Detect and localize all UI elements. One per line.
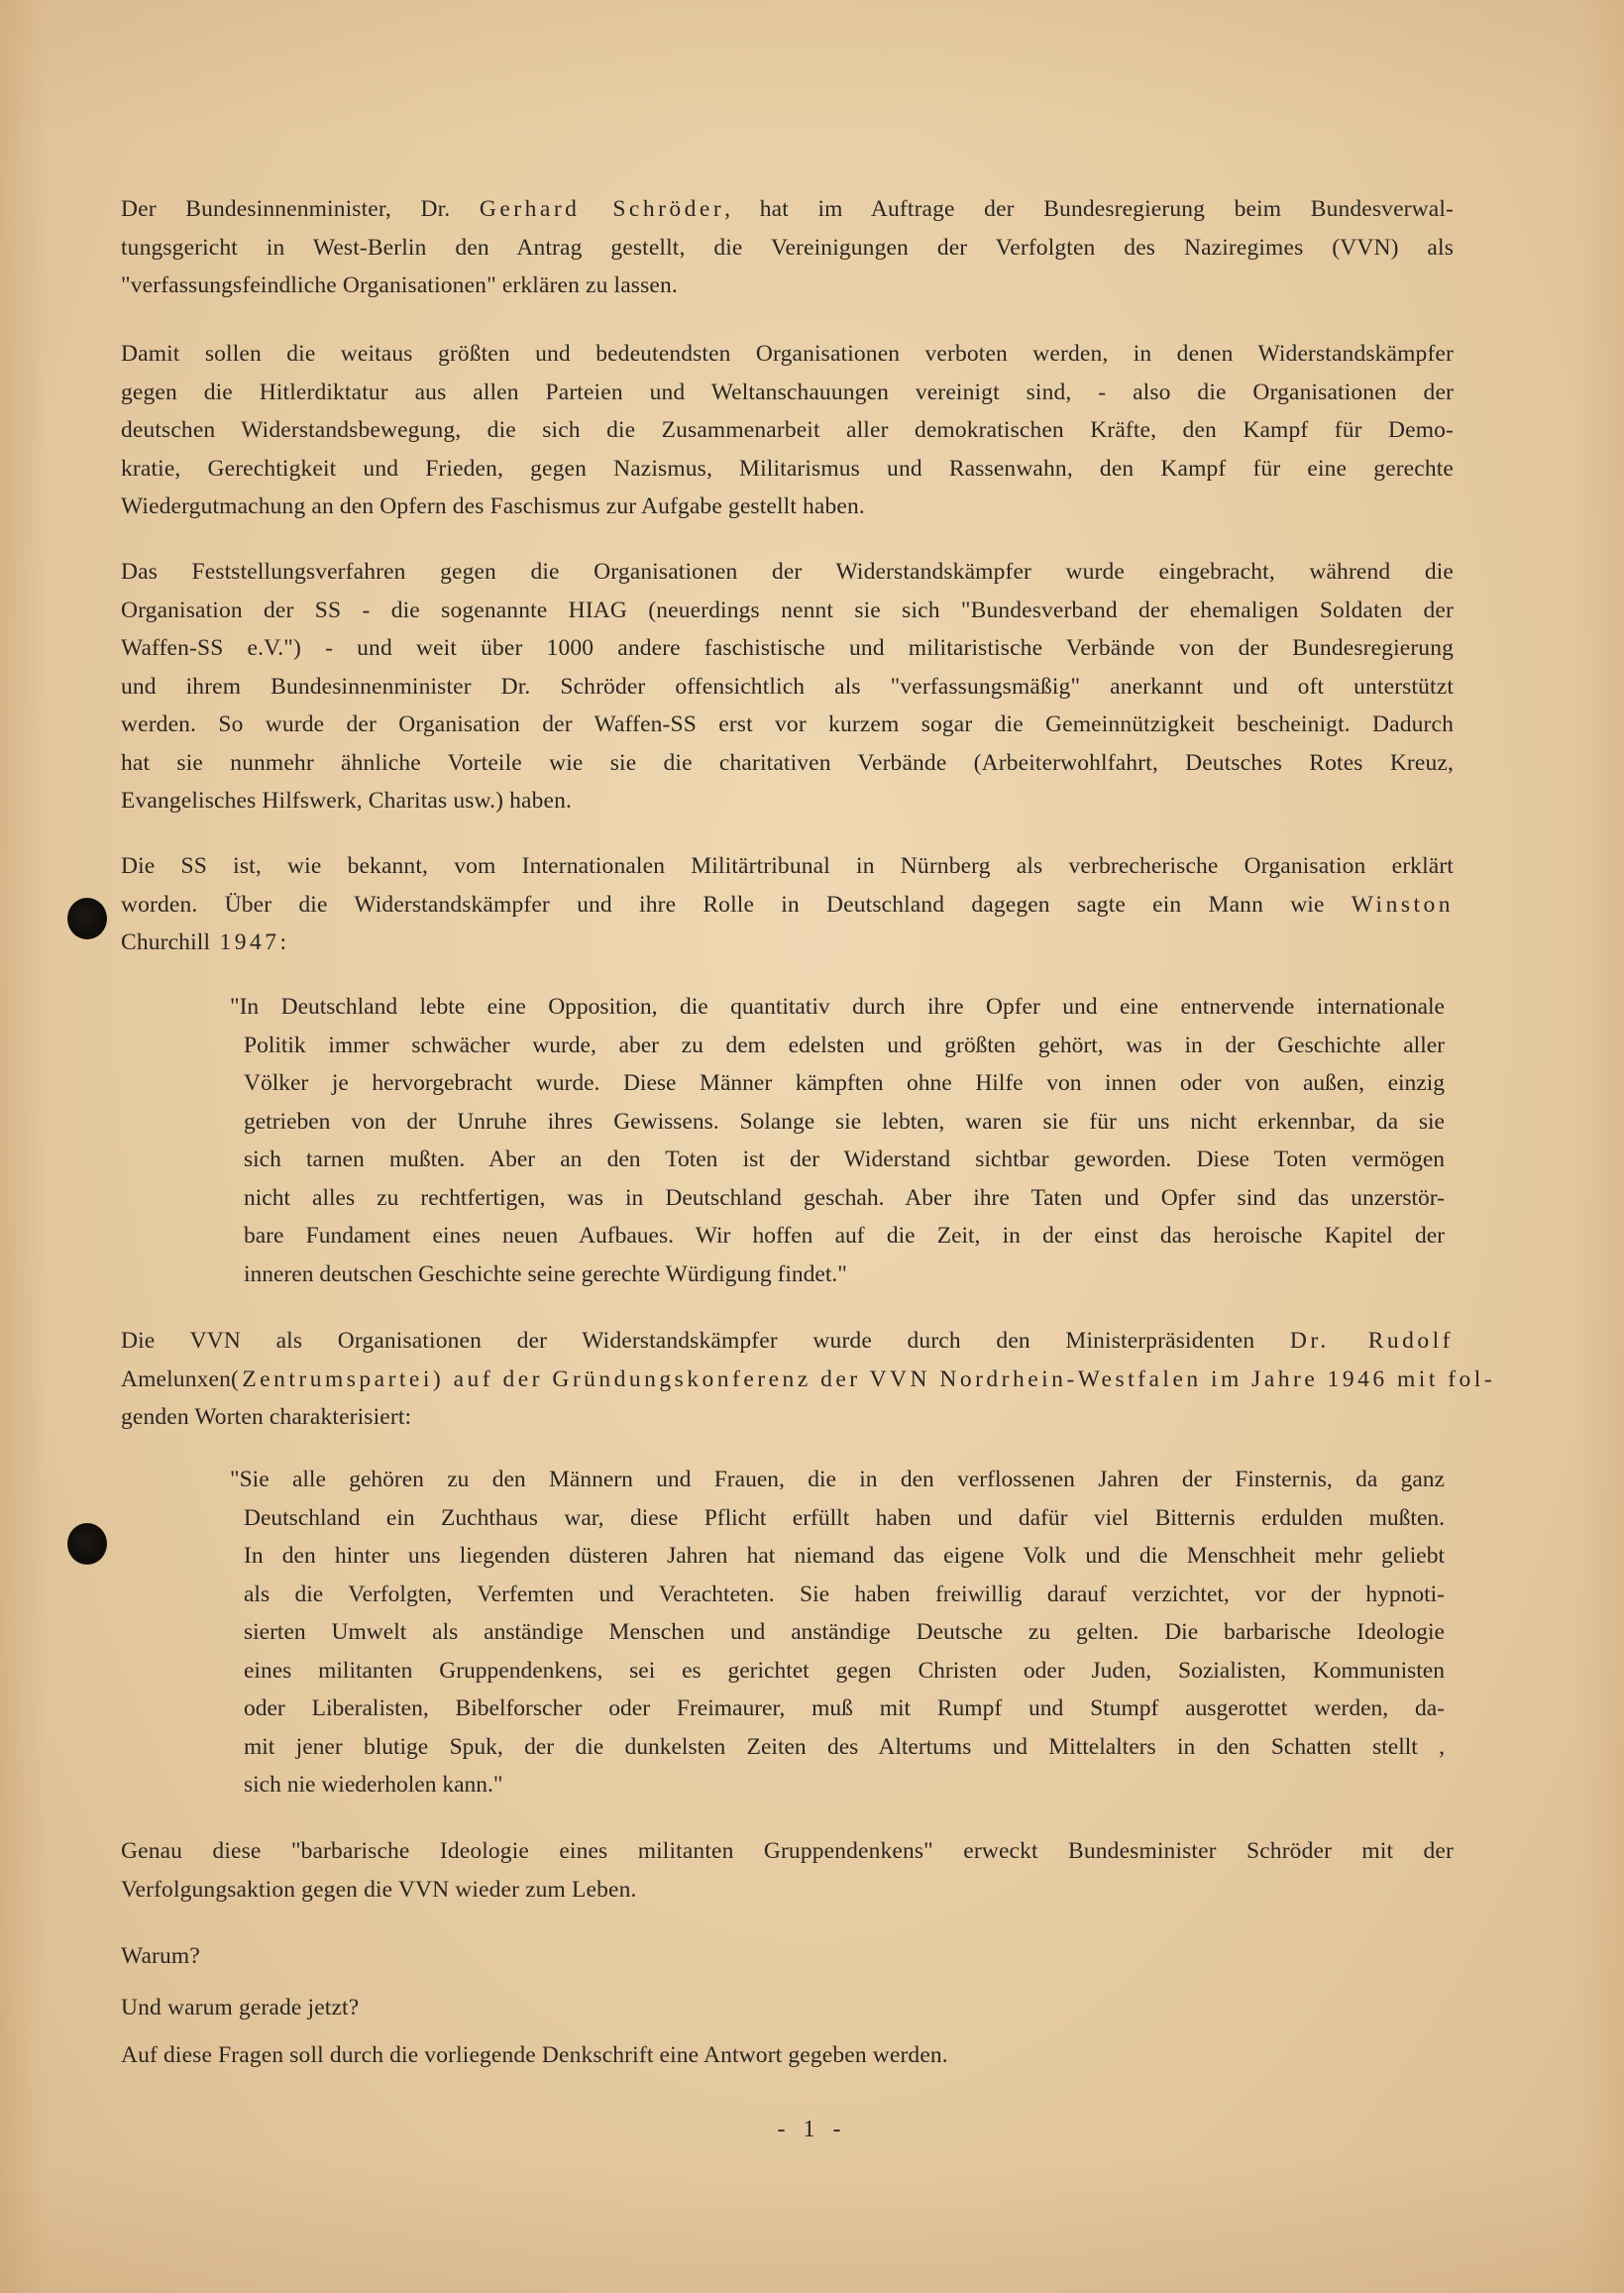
text-line: oder Liberalisten, Bibelforscher oder Freimaurer, muß mit Rumpf und Stumpf ausgerottet werden, da- [244, 1695, 1445, 1721]
text-line: und ihrem Bundesinnenminister Dr. Schröder offensichtlich als "verfassungsmäßig" anerkannt und oft unterstützt [121, 673, 1454, 700]
text-line: tungsgericht in West-Berlin den Antrag gestellt, die Vereinigungen der Verfolgten des Naziregimes (VVN) als [121, 234, 1454, 261]
text-line: Auf diese Fragen soll durch die vorliegende Denkschrift eine Antwort gegeben werden. [121, 2042, 948, 2068]
text-line: eines militanten Gruppendenkens, sei es gerichtet gegen Christen oder Juden, Sozialisten, Kommunisten [244, 1657, 1445, 1684]
text-line: Wiedergutmachung an den Opfern des Faschismus zur Aufgabe gestellt haben. [121, 493, 865, 519]
closing-line [121, 2036, 1454, 2075]
text-line: Die VVN als Organisationen der Widerstandskämpfer wurde durch den Ministerpräsidenten Dr. Rudolf [121, 1328, 1454, 1354]
text-line: Verfolgungsaktion gegen die VVN wieder zum Leben. [121, 1876, 637, 1903]
text-line: "verfassungsfeindliche Organisationen" erklären zu lassen. [121, 273, 678, 298]
quotation-churchill [230, 988, 1445, 1293]
text-line: Völker je hervorgebracht wurde. Diese Männer kämpften ohne Hilfe von innen oder von außen, einzig [244, 1070, 1445, 1096]
text-line: Genau diese "barbarische Ideologie eines militanten Gruppendenkens" erweckt Bundesminister Schröder mit der [121, 1838, 1454, 1864]
text-line: Amelunxen(Zentrumspartei) auf der Gründungskonferenz der VVN Nordrhein-Westfalen im Jahre 1946 mit fol- [121, 1365, 1496, 1392]
quotation-amelunxen [230, 1461, 1445, 1804]
text-line: bare Fundament eines neuen Aufbaues. Wir hoffen auf die Zeit, in der einst das heroische Kapitel der [244, 1223, 1445, 1249]
text-line: gegen die Hitlerdiktatur aus allen Parteien und Weltanschauungen vereinigt sind, - also die Organisationen der [121, 379, 1454, 405]
text-line: mit jener blutige Spuk, der die dunkelsten Zeiten des Altertums und Mittelalters in den Schatten stellt , [244, 1733, 1445, 1760]
text-line: Churchill 1947: [121, 929, 290, 955]
text-line: sierten Umwelt als anständige Menschen und anständige Deutsche zu gelten. Die barbarische Ideologie [244, 1619, 1445, 1645]
text-line: Der Bundesinnenminister, Dr. Gerhard Schröder, hat im Auftrage der Bundesregierung beim Bundesverwal- [121, 196, 1454, 222]
text-line: Damit sollen die weitaus größten und bedeutendsten Organisationen verboten werden, in denen Widerstandskämpfer [121, 341, 1454, 367]
text-line: "In Deutschland lebte eine Opposition, die quantitativ durch ihre Opfer und eine entnervende internationale [230, 994, 1445, 1020]
text-line: kratie, Gerechtigkeit und Frieden, gegen Nazismus, Militarismus und Rassenwahn, den Kampf für eine gerechte [121, 455, 1454, 482]
text-line: hat sie nunmehr ähnliche Vorteile wie sie die charitativen Verbände (Arbeiterwohlfahrt, Deutsches Rotes Kreuz, [121, 749, 1454, 776]
question-line [121, 1937, 1454, 1976]
question-line [121, 1989, 1454, 2027]
text-line: sich nie wiederholen kann." [244, 1772, 503, 1798]
text-line: Und warum gerade jetzt? [121, 1995, 360, 2020]
text-line: Warum? [121, 1943, 200, 1969]
text-line: inneren deutschen Geschichte seine gerechte Würdigung findet." [244, 1260, 847, 1287]
text-line: Das Feststellungsverfahren gegen die Organisationen der Widerstandskämpfer wurde eingebracht, während die [121, 559, 1454, 585]
paragraph [121, 553, 1454, 820]
text-line: Evangelisches Hilfswerk, Charitas usw.) haben. [121, 788, 573, 814]
text-line: nicht alles zu rechtfertigen, was in Deutschland geschah. Aber ihre Taten und Opfer sind das unzerstör- [244, 1184, 1445, 1211]
page-number: - 1 - [777, 2117, 847, 2142]
paragraph [121, 1832, 1454, 1909]
punch-hole [67, 1523, 107, 1565]
text-line: worden. Über die Widerstandskämpfer und ihre Rolle in Deutschland dagegen sagte ein Mann wie Winston [121, 891, 1454, 918]
paragraph [121, 847, 1454, 962]
paragraph [121, 1322, 1496, 1437]
text-line: Politik immer schwächer wurde, aber zu dem edelsten und größten gehört, was in der Geschichte aller [244, 1032, 1445, 1058]
text-line: sich tarnen mußten. Aber an den Toten ist der Widerstand sichtbar geworden. Diese Toten vermögen [244, 1146, 1445, 1172]
spaced-name: 1947: [210, 929, 290, 955]
punch-hole [67, 898, 107, 939]
paragraph [121, 335, 1454, 526]
spaced-name: Winston [1351, 891, 1454, 918]
text-line: getrieben von der Unruhe ihres Gewissens. Solange sie lebten, waren sie für uns nicht erkennbar, da sie [244, 1108, 1445, 1135]
text-line: werden. So wurde der Organisation der Waffen-SS erst vor kurzem sogar die Gemeinnützigkeit bescheinigt. Dadurch [121, 711, 1454, 737]
text-line: Waffen-SS e.V.") - und weit über 1000 andere faschistische und militaristische Verbände von der Bundesregierung [121, 635, 1454, 661]
paragraph [121, 190, 1454, 305]
text-line: In den hinter uns liegenden düsteren Jahren hat niemand das eigene Volk und die Menschheit mehr geliebt [244, 1543, 1445, 1569]
spaced-name: Dr. Rudolf [1289, 1328, 1454, 1354]
text-line: als die Verfolgten, Verfemten und Verachteten. Sie haben freiwillig darauf verzichtet, vor der hypnoti- [244, 1581, 1445, 1607]
text-line: deutschen Widerstandsbewegung, die sich die Zusammenarbeit aller demokratischen Kräfte, den Kampf für Demo- [121, 417, 1454, 443]
text-line: Deutschland ein Zuchthaus war, diese Pflicht erfüllt haben und dafür viel Bitternis erdulden mußten. [244, 1504, 1445, 1531]
text-line: Organisation der SS - die sogenannte HIAG (neuerdings nennt sie sich "Bundesverband der ehemaligen Soldaten der [121, 597, 1454, 623]
spaced-name: (Zentrumspartei) auf der Gründungskonferenz der VVN Nordrhein-Westfalen im Jahre 1946 mit fol- [231, 1365, 1496, 1392]
spaced-name: Gerhard Schröder [479, 196, 725, 222]
text-line: Die SS ist, wie bekannt, vom Internationalen Militärtribunal in Nürnberg als verbrecherische Organisation erklärt [121, 853, 1454, 879]
text-line: "Sie alle gehören zu den Männern und Frauen, die in den verflossenen Jahren der Finsternis, da ganz [230, 1467, 1445, 1492]
text-line: genden Worten charakterisiert: [121, 1404, 412, 1430]
